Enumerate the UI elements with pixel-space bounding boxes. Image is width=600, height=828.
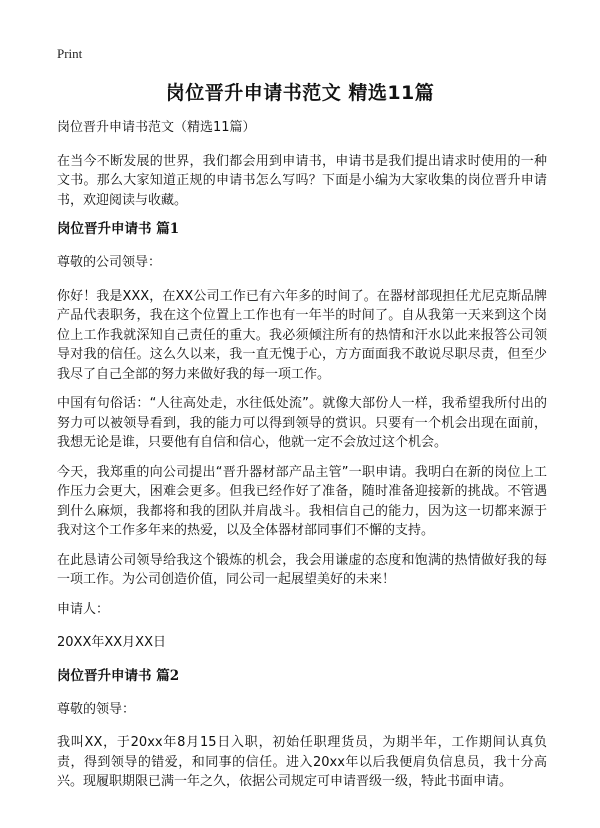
body-paragraph: 我叫XX，于20xx年8月15日入职，初始任职理货员，为期半年，工作期间认真负责，得到领导的错爱，和同事的信任。进入20xx年以后我便肩负信息员，我十分高兴。现履职期限已满一年之久，依据公司规定可申请晋级一级，特此书面申请。 [57,735,547,789]
print-label: Print [57,46,83,61]
subtitle: 岗位晋升申请书范文（精选11篇） [57,120,256,135]
body-paragraph: 你好！我是XXX，在XX公司工作已有六年多的时间了。在器材部现担任尤尼克斯品牌产品代表职务，我在这个位置上工作也有一年半的时间了。自从我第一天来到这个岗位上工作我就深知自己责任的重大。我必须倾注所有的热情和汗水以此来报答公司领导对我的信任。这么久以来，我一直无愧于心，方方面面我不敢说尽职尽责，但至少我尽了自己全部的努力来做好我的每一项工作。 [57,288,547,382]
section-heading: 岗位晋升申请书 篇1 [57,221,180,237]
body-paragraph: 在此恳请公司领导给我这个锻炼的机会，我会用谦虚的态度和饱满的热情做好我的每一项工作。为公司创造价值，同公司一起展望美好的未来！ [57,552,547,587]
greeting: 尊敬的领导： [57,701,136,717]
signature-date: 20XX年XX月XX日 [57,635,166,650]
applicant-label: 申请人： [57,601,110,617]
document-body [57,118,547,802]
section-heading: 岗位晋升申请书 篇2 [57,667,180,684]
greeting: 尊敬的公司领导： [57,255,162,270]
document-title: 岗位晋升申请书范文 精选11篇 [165,82,435,104]
intro-paragraph: 在当今不断发展的世界，我们都会用到申请书，申请书是我们提出请求时使用的一种文书。那么大家知道正规的申请书怎么写吗？下面是小编为大家收集的岗位晋升申请书，欢迎阅读与收藏。 [57,153,547,208]
body-paragraph: 中国有句俗话：“人往高处走，水往低处流”。就像大部份人一样，我希望我所付出的努力可以被领导看到，我的能力可以得到领导的赏识。只要有一个机会出现在面前，我想无论是谁，只要他有自信和信心，他就一定不会放过这个机会。 [57,396,547,450]
body-paragraph: 今天，我郑重的向公司提出“晋升器材部产品主管”一职申请。我明白在新的岗位上工作压力会更大，困难会更多。但我已经作好了准备，随时准备迎接新的挑战。不管遇到什么麻烦，我都将和我的团队并肩战斗。我相信自己的能力，因为这一切都来源于我对这个工作多年来的热爱，以及全体器材部同事们不懈的支持。 [57,464,547,538]
